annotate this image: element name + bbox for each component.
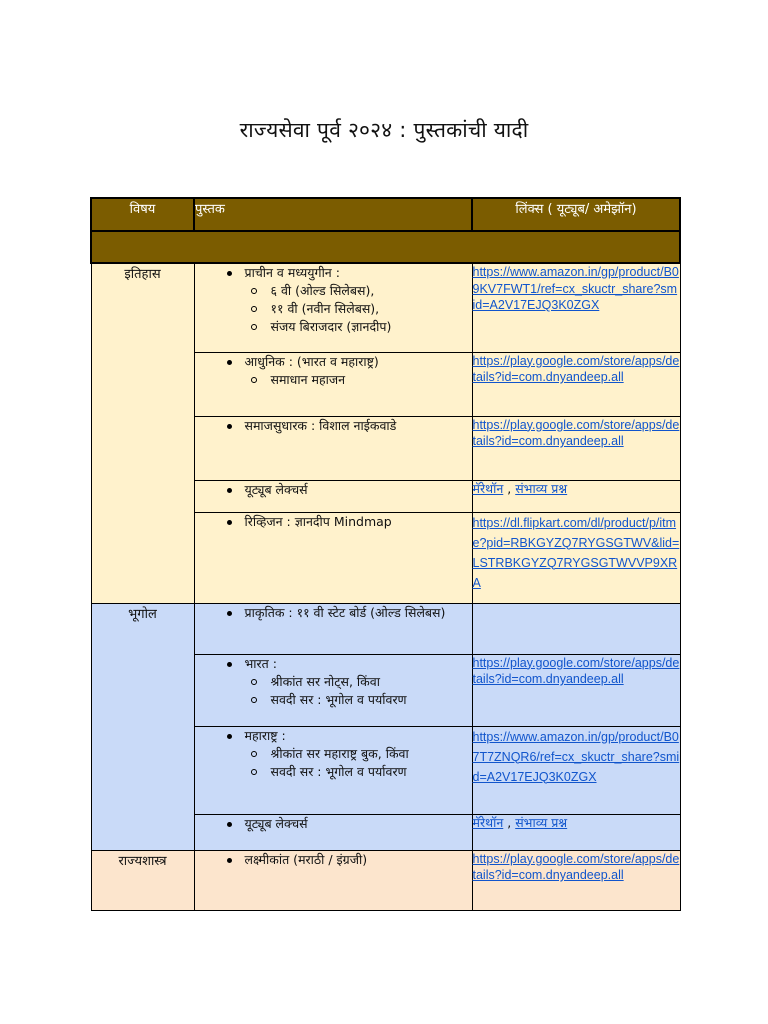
book-cell: [194, 352, 472, 416]
list-item: लक्ष्मीकांत (मराठी / इंग्रजी): [225, 851, 472, 869]
header-subject: विषय: [91, 198, 194, 231]
table-row: [91, 603, 680, 654]
probable-questions-link[interactable]: संभाव्य प्रश्न: [515, 480, 568, 496]
book-cell: [194, 814, 472, 850]
link-cell: [472, 654, 680, 726]
link-cell: [472, 352, 680, 416]
link-cell: [472, 512, 680, 603]
header-spacer-row: [91, 231, 680, 263]
link-cell: [472, 480, 680, 512]
book-cell: [194, 480, 472, 512]
list-item: महाराष्ट्र :: [225, 727, 472, 745]
sub-list-item: श्रीकांत सर नोट्स, किंवा: [249, 673, 472, 691]
link-separator: ,: [507, 480, 512, 496]
play-store-link[interactable]: https://play.google.com/store/apps/details?id=com.dnyandeep.all: [472, 851, 680, 882]
amazon-link[interactable]: https://www.amazon.in/gp/product/B07T7ZNQR6/ref=cx_skuctr_share?smid=A2V17EJQ3K0ZGX: [472, 729, 680, 784]
sub-list-item: ६ वी (ओल्ड सिलेबस),: [249, 282, 472, 300]
link-cell: [472, 416, 680, 480]
list-item: यूट्यूब लेक्चर्स: [225, 815, 472, 833]
subject-geography: भूगोल: [91, 603, 194, 850]
link-cell: [472, 263, 680, 352]
book-cell: [194, 850, 472, 910]
flipkart-link[interactable]: https://dl.flipkart.com/dl/product/p/itme?pid=RBKGYZQ7RYGSGTWV&lid=LSTRBKGYZQ7RYGSGTWVVP9XRA: [472, 515, 680, 590]
play-store-link[interactable]: https://play.google.com/store/apps/details?id=com.dnyandeep.all: [472, 353, 680, 384]
link-cell: [472, 850, 680, 910]
link-cell: [472, 603, 680, 654]
marathon-link[interactable]: मॅरेथॉन: [472, 480, 504, 496]
sub-list-item: ११ वी (नवीन सिलेबस),: [249, 300, 472, 318]
book-cell: [194, 512, 472, 603]
play-store-link[interactable]: https://play.google.com/store/apps/details?id=com.dnyandeep.all: [472, 655, 680, 686]
link-separator: ,: [507, 814, 512, 830]
book-cell: [194, 263, 472, 352]
probable-questions-link[interactable]: संभाव्य प्रश्न: [515, 814, 568, 830]
header-links: लिंक्स ( यूट्यूब/ अमेझॉन): [472, 198, 680, 231]
list-item: प्राकृतिक : ११ वी स्टेट बोर्ड (ओल्ड सिलेबस): [225, 604, 472, 622]
marathon-link[interactable]: मॅरेथॉन: [472, 814, 504, 830]
list-item: समाजसुधारक : विशाल नाईकवाडे: [225, 417, 472, 435]
subject-polity: राज्यशास्त्र: [91, 850, 194, 910]
table-row: [91, 850, 680, 910]
table-row: [91, 263, 680, 352]
list-item: यूट्यूब लेक्चर्स: [225, 481, 472, 499]
sub-list-item: समाधान महाजन: [249, 371, 472, 389]
play-store-link[interactable]: https://play.google.com/store/apps/details?id=com.dnyandeep.all: [472, 417, 680, 448]
book-cell: [194, 726, 472, 814]
book-cell: [194, 654, 472, 726]
list-item: प्राचीन व मध्ययुगीन :: [225, 264, 472, 282]
subject-history: इतिहास: [91, 263, 194, 603]
book-cell: [194, 603, 472, 654]
list-item: आधुनिक : (भारत व महाराष्ट्र): [225, 353, 472, 371]
link-cell: [472, 814, 680, 850]
table-header-row: [91, 198, 680, 231]
header-book: पुस्तक: [194, 198, 472, 231]
list-item: रिव्हिजन : ज्ञानदीप Mindmap: [225, 513, 472, 531]
link-cell: [472, 726, 680, 814]
sub-list-item: सवदी सर : भूगोल व पर्यावरण: [249, 763, 472, 781]
book-list-table: [90, 197, 681, 911]
amazon-link[interactable]: https://www.amazon.in/gp/product/B09KV7FWT1/ref=cx_skuctr_share?smid=A2V17EJQ3K0ZGX: [472, 265, 679, 312]
book-cell: [194, 416, 472, 480]
sub-list-item: सवदी सर : भूगोल व पर्यावरण: [249, 691, 472, 709]
page-title: राज्यसेवा पूर्व २०२४ : पुस्तकांची यादी: [239, 118, 529, 142]
sub-list-item: संजय बिराजदार (ज्ञानदीप): [249, 318, 472, 336]
sub-list-item: श्रीकांत सर महाराष्ट्र बुक, किंवा: [249, 745, 472, 763]
list-item: भारत :: [225, 655, 472, 673]
